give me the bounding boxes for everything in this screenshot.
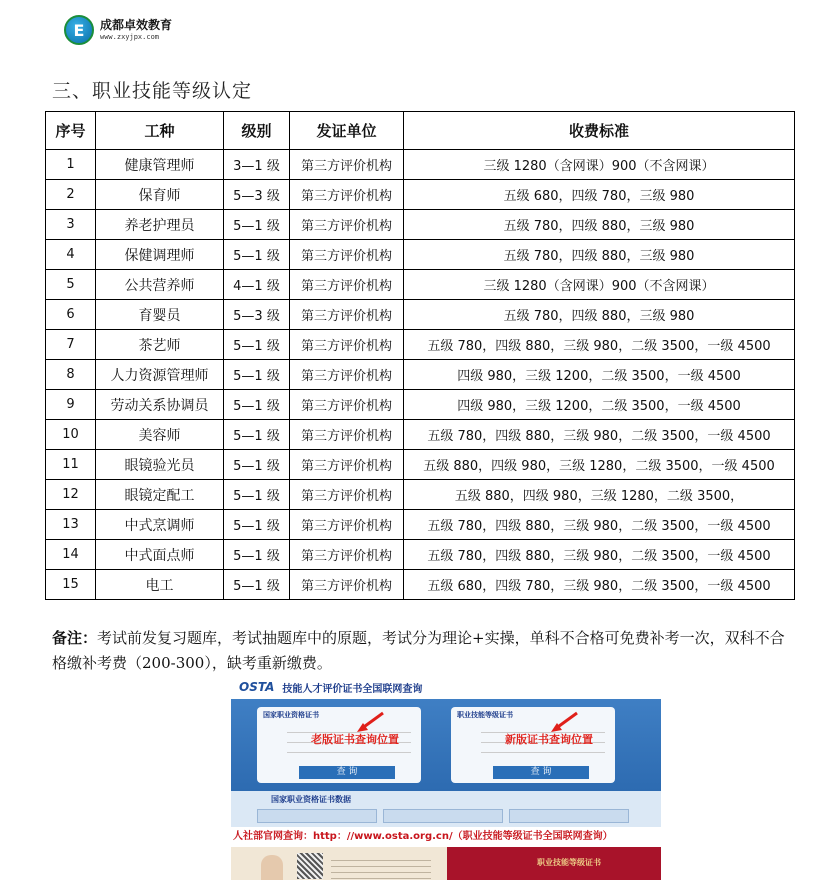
field-line [287, 746, 411, 753]
certificate-photos [231, 847, 661, 880]
cell-index: 15 [46, 570, 96, 600]
table-row [46, 150, 795, 180]
header-fee: 收费标准 [404, 112, 795, 150]
cell-job: 中式烹调师 [96, 510, 224, 540]
note-text: 考试前发复习题库，考试抽题库中的原题，考试分为理论+实操，单科不合格可免费补考一次，双科不合格缴补考费（200-300），缺考重新缴费。 [52, 629, 785, 672]
cell-fee: 五级 780，四级 880，三级 980 [404, 240, 795, 270]
old-cert-query-button: 查 询 [299, 766, 395, 779]
cell-index: 13 [46, 510, 96, 540]
table-row [46, 480, 795, 510]
query-header [231, 675, 661, 699]
old-cert-query-box [257, 707, 421, 783]
cell-level: 5—3 级 [224, 180, 290, 210]
cell-job: 保育师 [96, 180, 224, 210]
cell-issuer: 第三方评价机构 [290, 180, 404, 210]
cell-job: 保健调理师 [96, 240, 224, 270]
cell-job: 电工 [96, 570, 224, 600]
old-cert-label: 老版证书查询位置 [311, 733, 399, 746]
cell-fee: 四级 980，三级 1200，二级 3500，一级 4500 [404, 390, 795, 420]
section-title: 三、职业技能等级认定 [52, 80, 253, 102]
cell-index: 5 [46, 270, 96, 300]
cell-fee: 五级 780，四级 880，三级 980，二级 3500，一级 4500 [404, 510, 795, 540]
osta-query-screenshot [231, 675, 661, 880]
table-row [46, 390, 795, 420]
old-cert-title: 国家职业资格证书 [263, 711, 319, 719]
cell-level: 5—1 级 [224, 330, 290, 360]
table-row [46, 300, 795, 330]
new-cert-query-box [451, 707, 615, 783]
logo-letter: E [73, 20, 85, 40]
table-row [46, 420, 795, 450]
cell-level: 5—1 级 [224, 360, 290, 390]
portrait-icon [261, 855, 283, 880]
logo-text [100, 19, 172, 41]
table-row [46, 360, 795, 390]
cell-job: 眼镜定配工 [96, 480, 224, 510]
query-panel [231, 699, 661, 791]
cell-fee: 三级 1280（含网课）900（不含网课） [404, 150, 795, 180]
table-row [46, 330, 795, 360]
red-arrow-icon [355, 711, 385, 733]
table-row [46, 450, 795, 480]
header-job: 工种 [96, 112, 224, 150]
table-row [46, 270, 795, 300]
certificate-text-lines [331, 855, 431, 879]
table-row [46, 240, 795, 270]
qr-code-icon [297, 853, 323, 879]
red-arrow-icon [549, 711, 579, 733]
cell-level: 5—1 级 [224, 570, 290, 600]
table-row [46, 570, 795, 600]
cell-level: 5—3 级 [224, 300, 290, 330]
header-level: 级别 [224, 112, 290, 150]
cell-fee: 五级 880，四级 980，三级 1280，二级 3500，一级 4500 [404, 450, 795, 480]
cell-fee: 五级 780，四级 880，三级 980 [404, 210, 795, 240]
cell-level: 5—1 级 [224, 390, 290, 420]
cell-fee: 五级 680，四级 780，三级 980，二级 3500，一级 4500 [404, 570, 795, 600]
cell-job: 中式面点师 [96, 540, 224, 570]
cell-issuer: 第三方评价机构 [290, 570, 404, 600]
cell-level: 5—1 级 [224, 510, 290, 540]
cell-index: 14 [46, 540, 96, 570]
note [52, 626, 797, 676]
cell-level: 5—1 级 [224, 480, 290, 510]
query-header-title: 技能人才评价证书全国联网查询 [282, 683, 423, 695]
cell-issuer: 第三方评价机构 [290, 240, 404, 270]
cell-issuer: 第三方评价机构 [290, 360, 404, 390]
cert-database-bar [231, 791, 661, 827]
new-cert-query-button: 查 询 [493, 766, 589, 779]
cell-level: 5—1 级 [224, 210, 290, 240]
cell-index: 10 [46, 420, 96, 450]
cell-issuer: 第三方评价机构 [290, 510, 404, 540]
cell-fee: 四级 980，三级 1200，二级 3500，一级 4500 [404, 360, 795, 390]
cell-job: 茶艺师 [96, 330, 224, 360]
fee-table [45, 111, 795, 600]
cell-issuer: 第三方评价机构 [290, 300, 404, 330]
new-cert-title: 职业技能等级证书 [457, 711, 513, 719]
query-caption: 人社部官网查询：http：//www.osta.org.cn/（职业技能等级证书全国联网查询） [231, 827, 661, 847]
db-tabs [257, 809, 629, 823]
cell-issuer: 第三方评价机构 [290, 450, 404, 480]
cell-issuer: 第三方评价机构 [290, 390, 404, 420]
cell-job: 劳动关系协调员 [96, 390, 224, 420]
cell-fee: 三级 1280（含网课）900（不含网课） [404, 270, 795, 300]
table-row [46, 540, 795, 570]
cell-level: 5—1 级 [224, 420, 290, 450]
header-issuer: 发证单位 [290, 112, 404, 150]
table-row [46, 210, 795, 240]
cell-index: 3 [46, 210, 96, 240]
cell-issuer: 第三方评价机构 [290, 330, 404, 360]
cell-fee: 五级 680，四级 780，三级 980 [404, 180, 795, 210]
cell-job: 人力资源管理师 [96, 360, 224, 390]
cell-index: 12 [46, 480, 96, 510]
table-body [46, 150, 795, 600]
cell-fee: 五级 780，四级 880，三级 980 [404, 300, 795, 330]
cell-issuer: 第三方评价机构 [290, 480, 404, 510]
cell-job: 健康管理师 [96, 150, 224, 180]
cell-index: 11 [46, 450, 96, 480]
cell-fee: 五级 880，四级 980，三级 1280，二级 3500， [404, 480, 795, 510]
table-row [46, 510, 795, 540]
cell-job: 美容师 [96, 420, 224, 450]
db-tab [257, 809, 377, 823]
cell-issuer: 第三方评价机构 [290, 150, 404, 180]
old-certificate-photo [231, 847, 447, 880]
note-label: 备注： [52, 629, 98, 647]
cell-issuer: 第三方评价机构 [290, 420, 404, 450]
db-tab [509, 809, 629, 823]
logo-url: www.zxyjpx.com [100, 33, 160, 41]
cell-job: 养老护理员 [96, 210, 224, 240]
db-title: 国家职业资格证书数据 [271, 795, 351, 804]
cell-fee: 五级 780，四级 880，三级 980，二级 3500，一级 4500 [404, 420, 795, 450]
header-index: 序号 [46, 112, 96, 150]
cell-level: 4—1 级 [224, 270, 290, 300]
new-certificate-photo [447, 847, 661, 880]
logo-icon [64, 15, 94, 45]
cell-job: 公共营养师 [96, 270, 224, 300]
new-cert-label: 新版证书查询位置 [505, 733, 593, 746]
cell-index: 8 [46, 360, 96, 390]
cell-level: 3—1 级 [224, 150, 290, 180]
brand-logo [64, 15, 172, 45]
table-header-row [46, 112, 795, 150]
cell-job: 眼镜验光员 [96, 450, 224, 480]
cell-fee: 五级 780，四级 880，三级 980，二级 3500，一级 4500 [404, 330, 795, 360]
field-line [481, 746, 605, 753]
cell-fee: 五级 780，四级 880，三级 980，二级 3500，一级 4500 [404, 540, 795, 570]
cell-index: 4 [46, 240, 96, 270]
cell-level: 5—1 级 [224, 240, 290, 270]
cell-index: 2 [46, 180, 96, 210]
cell-issuer: 第三方评价机构 [290, 210, 404, 240]
table-row [46, 180, 795, 210]
cell-level: 5—1 级 [224, 450, 290, 480]
cell-level: 5—1 级 [224, 540, 290, 570]
cell-index: 9 [46, 390, 96, 420]
cell-index: 6 [46, 300, 96, 330]
db-tab [383, 809, 503, 823]
cell-index: 7 [46, 330, 96, 360]
cell-job: 育婴员 [96, 300, 224, 330]
cell-index: 1 [46, 150, 96, 180]
logo-name: 成都卓效教育 [100, 18, 173, 32]
cell-issuer: 第三方评价机构 [290, 540, 404, 570]
cell-issuer: 第三方评价机构 [290, 270, 404, 300]
osta-logo: OSTA [239, 680, 275, 694]
cert-title: 职业技能等级证书 [537, 858, 601, 867]
